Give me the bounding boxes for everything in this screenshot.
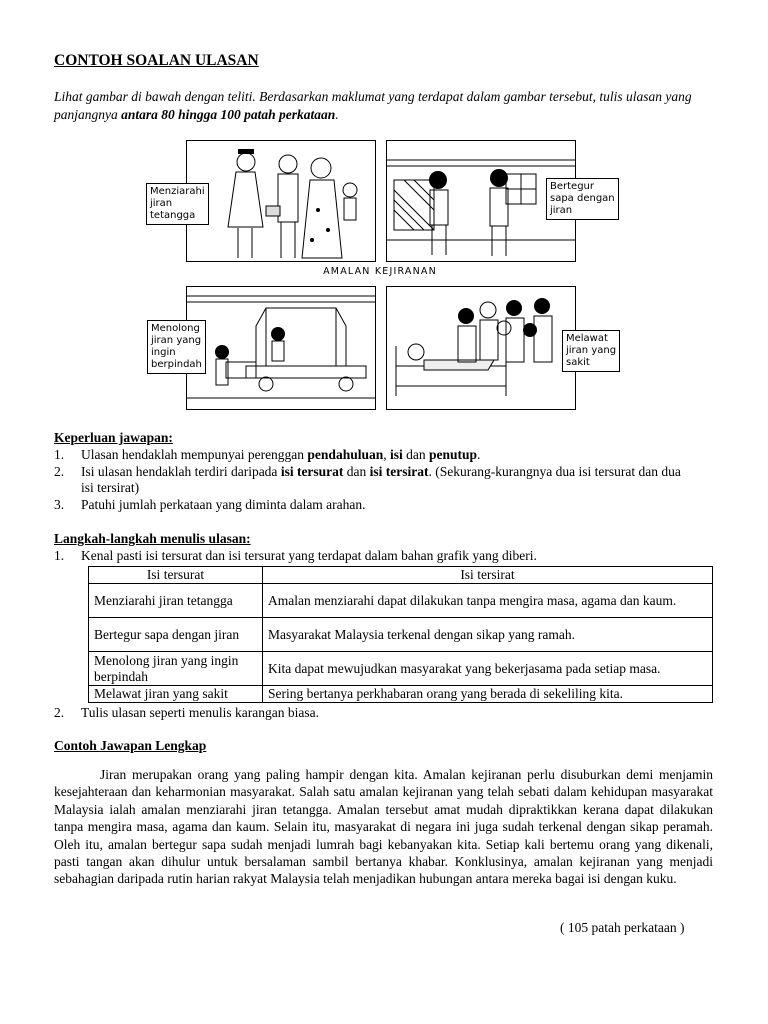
table-row: Melawat jiran yang sakit Sering bertanya perkhabaran orang yang berada di sekeliling kita. — [89, 686, 713, 703]
langkah-heading: Langkah-langkah menulis ulasan: — [54, 531, 251, 546]
table-row: Menziarahi jiran tetangga Amalan menziarahi dapat dilakukan tanpa mengira masa, agama dan kaum. — [89, 584, 713, 618]
panel-bottom-right-illustration — [386, 286, 576, 410]
keperluan-list — [54, 447, 734, 513]
table-row: Bertegur sapa dengan jiran Masyarakat Malaysia terkenal dengan sikap yang ramah. — [89, 618, 713, 652]
langkah-step-1: 1. Kenal pasti isi tersurat dan isi tersurat yang terdapat dalam bahan grafik yang diberi. — [54, 548, 537, 563]
word-count: ( 105 patah perkataan ) — [560, 920, 685, 935]
visiting-sick-neighbour-drawing — [386, 286, 576, 410]
table-row: Menolong jiran yang ingin berpindah Kita dapat mewujudkan masyarakat yang bekerjasama pada setiap masa. — [89, 652, 713, 686]
keperluan-heading: Keperluan jawapan: — [54, 430, 173, 445]
list-item: 1. Ulasan hendaklah mempunyai perenggan pendahuluan, isi dan penutup. — [54, 447, 481, 462]
label-melawat: Melawat jiran yang sakit — [562, 330, 620, 372]
visiting-neighbours-drawing — [186, 140, 376, 262]
column-header-tersurat: Isi tersurat — [89, 567, 263, 584]
label-menziarahi: Menziarahi jiran tetangga — [146, 183, 209, 225]
contoh-heading: Contoh Jawapan Lengkap — [54, 738, 207, 753]
moving-house-drawing — [186, 286, 376, 410]
panel-top-left-illustration — [186, 140, 376, 262]
page-title: CONTOH SOALAN ULASAN — [54, 52, 259, 69]
list-item: 3. Patuhi jumlah perkataan yang diminta dalam arahan. — [54, 496, 366, 512]
instruction-text: Lihat gambar di bawah dengan teliti. Berdasarkan maklumat yang terdapat dalam gambar tersebut, tulis ulasan yang panjangnya antara 80 hingga 100 patah perkataan. — [54, 89, 692, 122]
column-header-tersirat: Isi tersirat — [263, 567, 713, 584]
sample-answer-paragraph: Jiran merupakan orang yang paling hampir dengan kita. Amalan kejiranan perlu disuburkan demi menjamin kesejahteraan dan keharmonian masyarakat. Salah satu amalan kejiranan yang telah sebati dalam kehidupan masyarakat Malaysia ialah amalan menziarahi jiran tetangga. Amalan tersebut amat mudah dipraktikkan kerana dapat dilakukan tanpa mengira masa, agama dan kaum. Selain itu, masyarakat di negara ini juga sudah terkenal dengan sikap peramah. Oleh itu, amalan bertegur sapa sudah menjadi lumrah bagi kebanyakan kita. Setiap kali bertemu orang yang dikenali, pasti tangan akan dihulur untuk bersalaman sambil bertanya khabar. Konklusinya, amalan kejiranan yang menjadi sebahagian daripada rutin harian rakyat Malaysia telah menjadikan hubungan antara mereka bagai isi dengan kuku. — [54, 767, 713, 887]
panel-bottom-left-illustration — [186, 286, 376, 410]
picture-caption: AMALAN KEJIRANAN — [323, 266, 437, 277]
isi-table — [88, 566, 713, 703]
label-bertegur-sapa: Bertegur sapa dengan jiran — [546, 178, 619, 220]
langkah-step-2: 2. Tulis ulasan seperti menulis karangan biasa. — [54, 705, 319, 720]
label-menolong: Menolong jiran yang ingin berpindah — [147, 320, 206, 374]
list-item: 2. Isi ulasan hendaklah terdiri daripada isi tersurat dan isi tersirat. (Sekurang-kurangnya dua isi tersurat dan dua isi tersirat) — [54, 463, 681, 495]
table-header-row — [89, 567, 713, 584]
instruction-word-limit: antara 80 hingga 100 patah perkataan — [121, 107, 336, 122]
